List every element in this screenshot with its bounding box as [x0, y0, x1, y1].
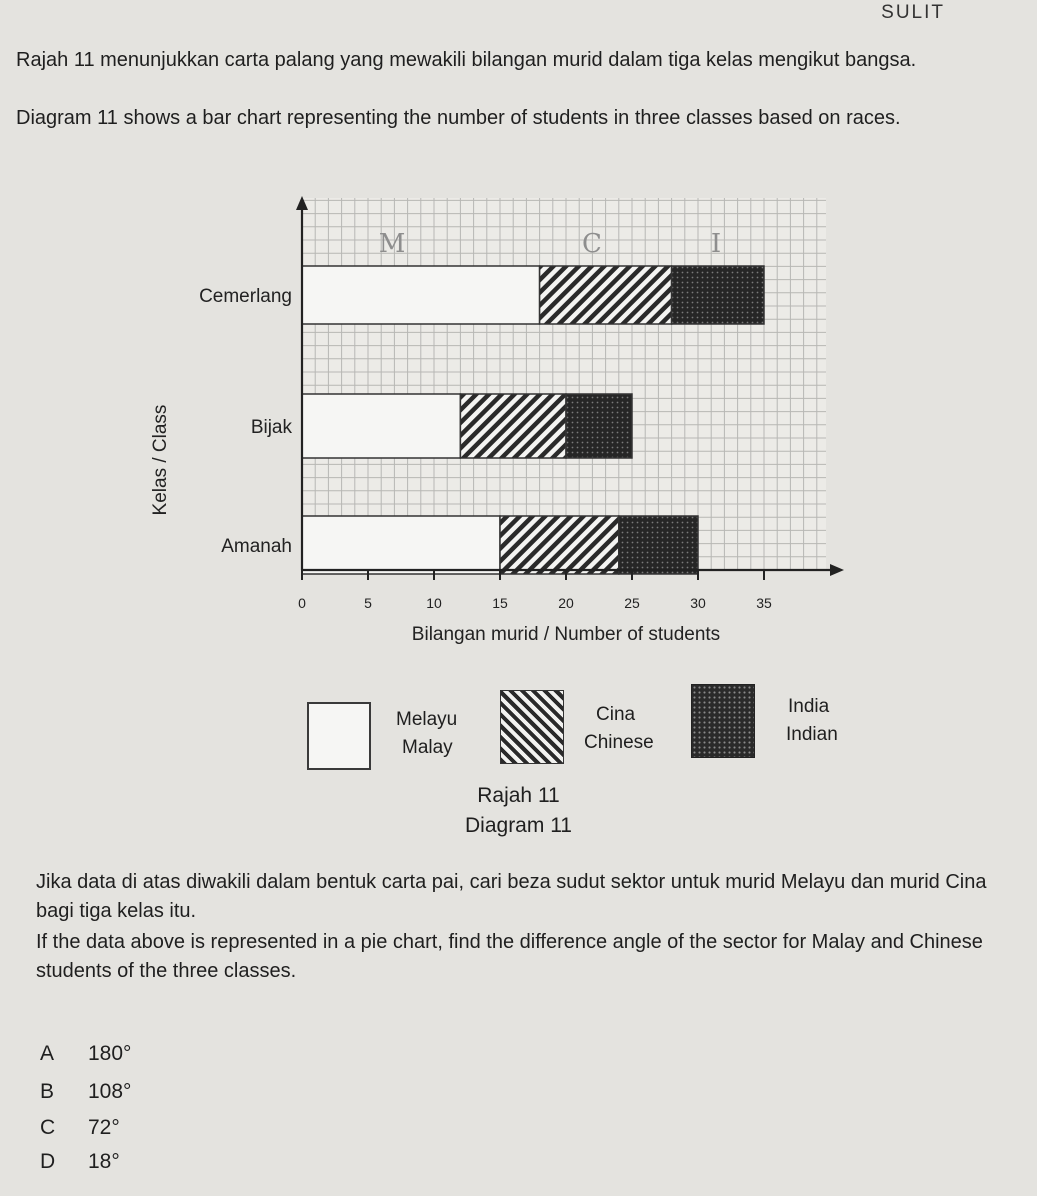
option-value: 180° [88, 1042, 132, 1065]
x-axis-title: Bilangan murid / Number of students [411, 624, 721, 645]
option-letter: C [40, 1116, 56, 1139]
caption-malay: Rajah 11 [477, 784, 560, 807]
x-tick-label: 5 [364, 595, 372, 611]
option-c[interactable] [40, 1116, 120, 1140]
option-letter: B [40, 1080, 55, 1103]
x-tick-label: 0 [298, 595, 306, 611]
bar-bijak-cina [460, 394, 566, 458]
option-value: 108° [88, 1080, 132, 1103]
category-label-amanah: Amanah [221, 536, 292, 557]
bar-amanah-melayu [302, 516, 500, 574]
category-label-bijak: Bijak [250, 417, 292, 438]
classification-label: SULIT [881, 2, 945, 23]
x-tick-label: 20 [558, 595, 574, 611]
x-tick-label: 15 [492, 595, 508, 611]
option-b[interactable] [40, 1080, 131, 1104]
legend-swatch-malay [307, 702, 371, 770]
option-letter: D [40, 1150, 56, 1173]
legend-label-malay-ms: Melayu [396, 709, 458, 730]
bar-chart [0, 180, 1037, 660]
bar-cemerlang-india [672, 266, 764, 324]
handwritten-annotation-c: C [582, 229, 602, 259]
bar-cemerlang-melayu [302, 266, 540, 324]
legend-swatch-chinese [500, 690, 564, 764]
legend-label-chinese-ms: Cina [596, 704, 636, 725]
legend-label-malay-en: Malay [402, 737, 453, 758]
option-d[interactable] [40, 1150, 120, 1174]
x-axis-arrow [830, 564, 844, 576]
x-tick-label: 10 [426, 595, 442, 611]
handwritten-annotation-i: I [710, 229, 722, 259]
bar-bijak-india [566, 394, 632, 458]
bar-amanah-cina [500, 516, 619, 574]
caption-english: Diagram 11 [465, 814, 572, 837]
x-tick-label: 25 [624, 595, 640, 611]
intro-english: Diagram 11 shows a bar chart representing the number of students in three classes based on races. [16, 107, 901, 129]
option-a[interactable] [40, 1042, 131, 1066]
legend-label-chinese-en: Chinese [584, 732, 654, 753]
x-tick-label: 35 [756, 595, 772, 611]
option-letter: A [40, 1042, 55, 1065]
y-axis-title: Kelas / Class [150, 404, 171, 516]
bar-amanah-india [619, 516, 698, 574]
question-malay: Jika data di atas diwakili dalam bentuk carta pai, cari beza sudut sektor untuk murid Melayu dan murid Cina bagi tiga kelas itu. [36, 871, 987, 922]
legend-swatch-indian [691, 684, 755, 758]
option-value: 18° [88, 1150, 120, 1173]
category-label-cemerlang: Cemerlang [199, 286, 292, 307]
bar-cemerlang-cina [540, 266, 672, 324]
option-value: 72° [88, 1116, 120, 1139]
x-tick-label: 30 [690, 595, 706, 611]
intro-malay: Rajah 11 menunjukkan carta palang yang mewakili bilangan murid dalam tiga kelas mengikut bangsa. [16, 49, 917, 71]
handwritten-annotation-m: M [378, 229, 406, 259]
question-english: If the data above is represented in a pie chart, find the difference angle of the sector for Malay and Chinese students of the three classes. [36, 931, 983, 982]
legend-label-indian-ms: India [788, 696, 830, 717]
bar-bijak-melayu [302, 394, 460, 458]
legend-label-indian-en: Indian [786, 724, 838, 745]
